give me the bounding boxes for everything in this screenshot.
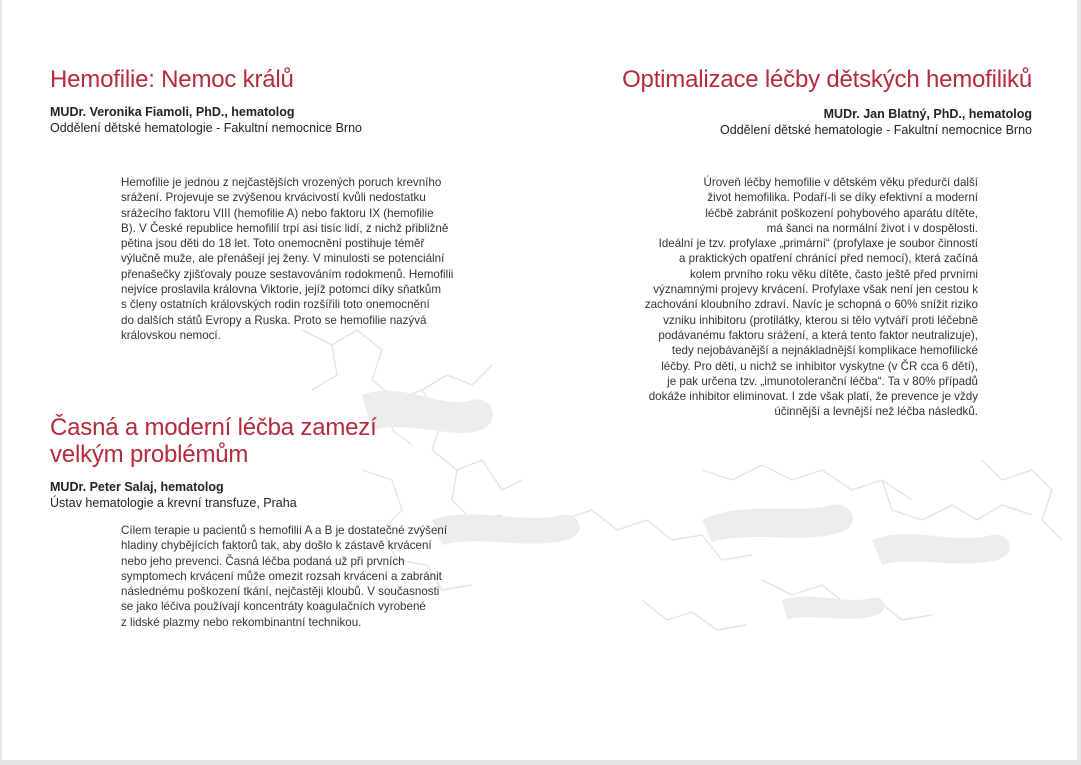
article2-author: MUDr. Peter Salaj, hematolog [50,480,224,494]
article2-body [121,523,501,630]
body-line: život hemofilika. Podaří-li se díky efektivní a moderní [707,191,978,205]
article1-title: Hemofilie: Nemoc králů [50,66,294,93]
body-line: symptomech krvácení může omezit rozsah krvácení a zabránit [121,569,442,583]
body-line: z lidské plazmy nebo rekombinantní technikou. [121,615,362,629]
body-line: a praktických opatření chránící před nemocí), která začíná [678,252,978,266]
article2-title-line1: Časná a moderní léčba zamezí [50,414,377,441]
article3-title: Optimalizace léčby dětských hemofiliků [622,66,1032,93]
body-line: kolem prvního roku věku dítěte, často ještě před prvními [689,267,978,281]
body-line: přenašečky zjišťovaly pouze sestavováním rodokmenů. Hemofilii [121,267,454,281]
body-line: do dalších států Evropy a Ruska. Proto se hemofilie nazývá [121,313,427,327]
article1-author-block [50,104,362,136]
body-line: účinnější a levnější než léčba následků. [774,405,978,419]
body-line: srážení. Projevuje se zvýšenou krvácivostí kvůli nedostatku [121,191,426,205]
body-line: srážecího faktoru VIII (hemofilie A) nebo faktoru IX (hemofilie [121,206,434,220]
body-line: hladiny chybějících faktorů tak, aby došlo k zástavě krvácení [121,539,432,553]
article2-department: Ústav hematologie a krevní transfuze, Praha [50,496,297,510]
article1-author: MUDr. Veronika Fiamoli, PhD., hematolog [50,105,295,119]
body-line: výlučně muže, ale přenášejí jej ženy. V minulosti se potenciální [121,252,445,266]
body-line: léčby. Pro děti, u nichž se inhibitor vyskytne (v ČR cca 6 dětí), [661,359,978,373]
article2-title [50,414,377,468]
article2-author-block [50,479,297,511]
body-line: Ideální je tzv. profylaxe „primární“ (profylaxe je soubor činností [658,237,978,251]
article1-department: Oddělení dětské hematologie - Fakultní nemocnice Brno [50,121,362,135]
body-line: nebo jeho prevenci. Časná léčba podaná už při prvních [121,554,405,568]
body-line: je pak určena tzv. „imunotoleranční léčba“. Ta v 80% případů [667,374,978,388]
body-line: zachování kloubního zdraví. Navíc je schopná o 60% snížit riziko [644,298,978,312]
body-line: léčbě zabránit poškození pohybového aparátu dítěte, [705,206,978,220]
body-line: se jako léčiva používají koncentráty koagulačních vyrobené [121,600,426,614]
body-line: má šanci na normální život i v dospělosti. [766,221,978,235]
body-line: podávanému faktoru srážení, a která tento faktor neutralizuje), [658,328,978,342]
body-line: tedy nejobávanější a nejnákladnější komplikace hemofilické [671,344,978,358]
body-line: Hemofilie je jednou z nejčastějších vrozených poruch krevního [121,176,442,189]
body-line: vzniku inhibitoru (protilátky, kterou si tělo vytváří proti léčebně [663,313,978,327]
body-line: B). V České republice hemofilií trpí asi tisíc lidí, z nichž přibližně [121,221,449,235]
body-line: Úroveň léčby hemofilie v dětském věku předurčí další [703,176,978,189]
article3-department: Oddělení dětské hematologie - Fakultní nemocnice Brno [720,123,1032,137]
body-line: dokáže inhibitor eliminovat. I zde však platí, že prevence je vždy [648,390,978,404]
body-line: s členy ostatních královských rodin rozšířili toto onemocnění [121,298,430,312]
article3-author: MUDr. Jan Blatný, PhD., hematolog [823,107,1032,121]
body-line: královskou nemocí. [121,328,221,342]
article1-body [121,175,501,343]
body-line: následnému poškození tkání, nejčastěji kloubů. V současnosti [121,585,440,599]
body-line: pětina jsou děti do 18 let. Toto onemocnění postihuje téměř [121,237,425,251]
article3-body [578,175,978,420]
document-spread [2,0,1077,760]
article3-author-block [532,106,1032,138]
body-line: Cílem terapie u pacientů s hemofilií A a B je dostatečné zvýšení [121,524,448,537]
body-line: významnými projevy krvácení. Profylaxe však není jen cestou k [653,283,978,297]
body-line: nejvíce proslavila královna Viktorie, jejíž potomci díky sňatkům [121,283,442,297]
article2-title-line2: velkým problémům [50,441,249,468]
